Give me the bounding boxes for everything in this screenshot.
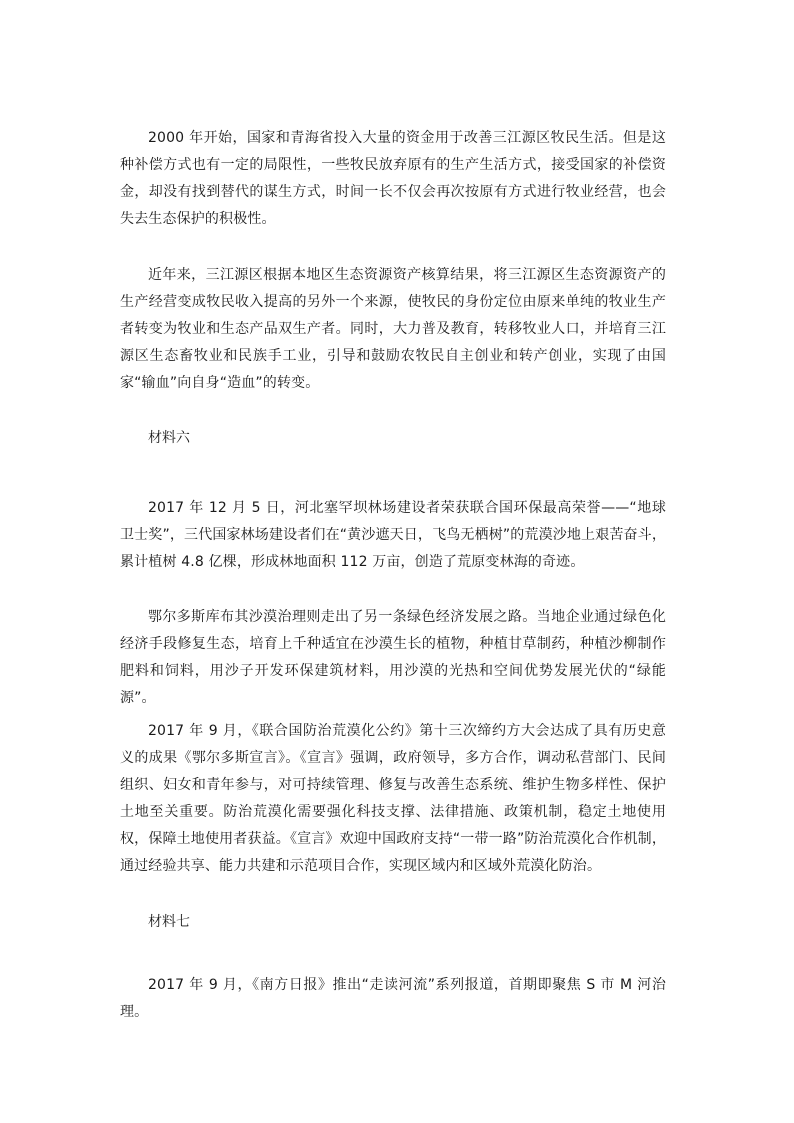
section-heading-material-7: 材料七 [148,914,190,930]
paragraph-sanjiangyuan-transformation: 近年来，三江源区根据本地区生态资源资产核算结果，将三江源区生态资源资产的生产经营变成牧民收入提高的另外一个来源，使牧民的身份定位由原来单纯的牧业生产者转变为牧业和生态产品双生产者。同时，大力普及教育，转移牧业人口，并培育三江源区生态畜牧业和民族手工业，引导和鼓励农牧民自主创业和转产创业，实现了由国家“输血”向自身“造血”的转变。 [120,267,666,391]
paragraph-kubuqi-desert: 鄂尔多斯库布其沙漠治理则走出了另一条绿色经济发展之路。当地企业通过绿色化经济手段修复生态，培育上千种适宜在沙漠生长的植物，种植甘草制药，种植沙柳制作肥料和饲料，用沙子开发环保建筑材料，用沙漠的光热和空间优势发展光伏的“绿能源”。 [120,609,666,706]
paragraph-saihanba: 2017 年 12 月 5 日，河北塞罕坝林场建设者荣获联合国环保最高荣誉——“地球卫士奖”，三代国家林场建设者们在“黄沙遮天日，飞鸟无栖树”的荒漠沙地上艰苦奋斗，累计植树 4.8 亿棵，形成林地面积 112 万亩，创造了荒原变林海的奇迹。 [120,500,666,570]
paragraph-nanfang-daily: 2017 年 9 月，《南方日报》推出“走读河流”系列报道，首期即聚焦 S 市 M 河治理。 [120,977,666,1020]
paragraph-ordos-declaration: 2017 年 9 月，《联合国防治荒漠化公约》第十三次缔约方大会达成了具有历史意义的成果《鄂尔多斯宣言》。《宣言》强调，政府领导，多方合作，调动私营部门、民间组织、妇女和青年参与，对可持续管理、修复与改善生态系统、维护生物多样性、保护土地至关重要。防治荒漠化需要强化科技支撑、法律措施、政策机制，稳定土地使用权，保障土地使用者获益。《宣言》欢迎中国政府支持“一带一路”防治荒漠化合作机制，通过经验共享、能力共建和示范项目合作，实现区域内和区域外荒漠化防治。 [120,723,666,874]
paragraph-sanjiangyuan-compensation: 2000 年开始，国家和青海省投入大量的资金用于改善三江源区牧民生活。但是这种补偿方式也有一定的局限性，一些牧民放弃原有的生产生活方式，接受国家的补偿资金，却没有找到替代的谋生方式，时间一长不仅会再次按原有方式进行牧业经营，也会失去生态保护的积极性。 [120,130,666,227]
section-heading-material-6: 材料六 [148,430,190,446]
